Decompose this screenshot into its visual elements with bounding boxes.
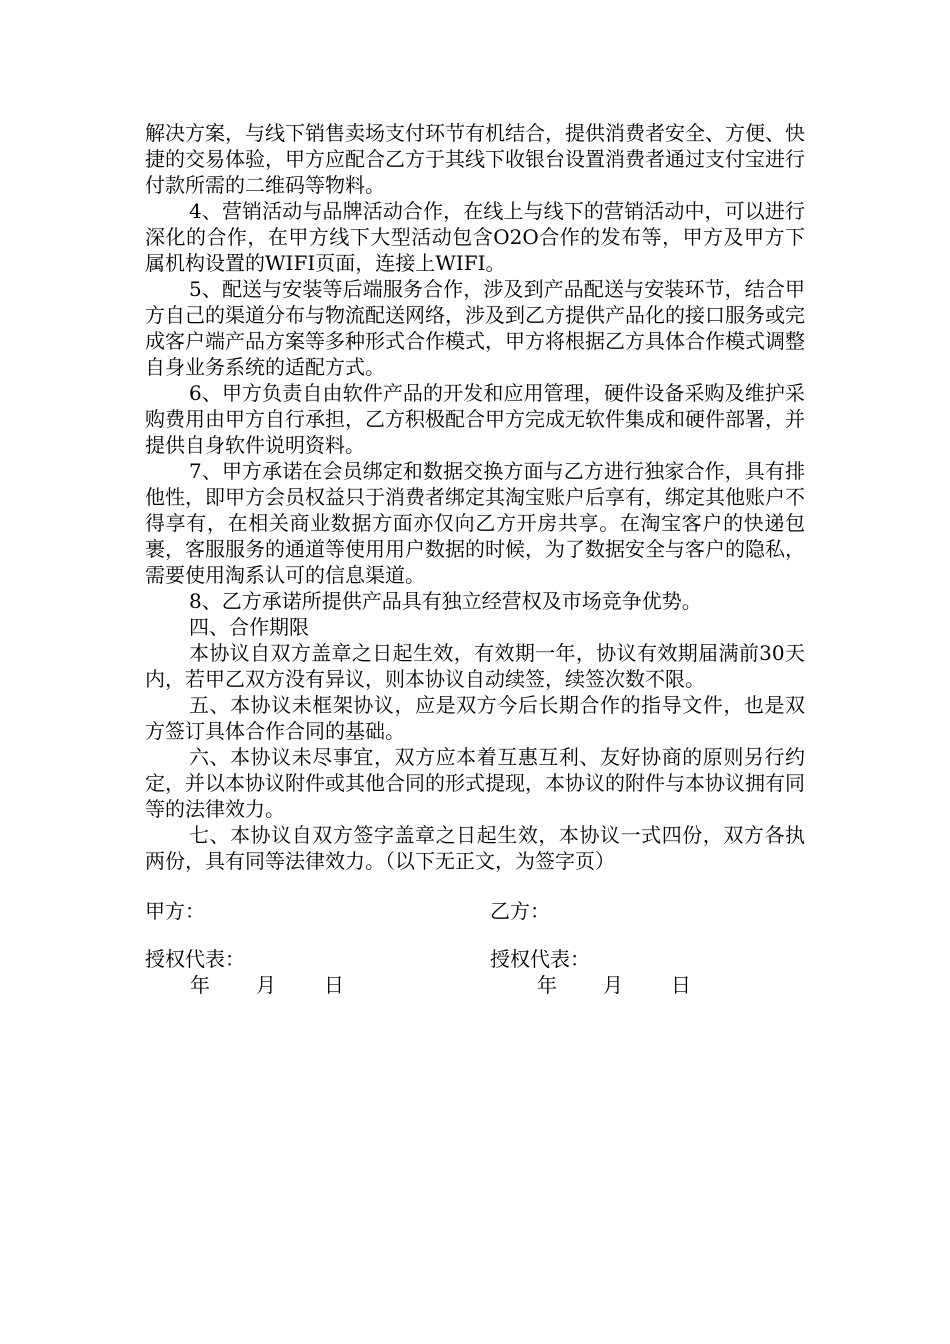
contract-body bbox=[145, 120, 805, 874]
day-a: 日 bbox=[324, 973, 344, 997]
year-b: 年 bbox=[537, 973, 557, 997]
article-6: 六、本协议未尽事宜，双方应本着互惠互利、友好协商的原则另行约定，并以本协议附件或其他合同的形式提现，本协议的附件与本协议拥有同等的法律效力。 bbox=[145, 745, 805, 821]
representative-block bbox=[145, 946, 845, 998]
date-row bbox=[145, 972, 845, 998]
clause-6: 6、甲方负责自由软件产品的开发和应用管理，硬件设备采购及维护采购费用由甲方自行承担，乙方积极配合甲方完成无软件集成和硬件部署，并提供自身软件说明资料。 bbox=[145, 381, 805, 457]
clause-4: 4、营销活动与品牌活动合作，在线上与线下的营销活动中，可以进行深化的合作，在甲方线下大型活动包含O2O合作的发布等，甲方及甲方下属机构设置的WIFI页面，连接上WIFI。 bbox=[145, 199, 805, 275]
rep-a-label: 授权代表： bbox=[145, 947, 245, 971]
representative-row bbox=[145, 946, 845, 972]
term-paragraph: 本协议自双方盖章之日起生效，有效期一年，协议有效期届满前30天内，若甲乙双方没有异议，则本协议自动续签，续签次数不限。 bbox=[145, 641, 805, 691]
paragraph: 解决方案，与线下销售卖场支付环节有机结合，提供消费者安全、方便、快捷的交易体验，甲方应配合乙方于其线下收银台设置消费者通过支付宝进行付款所需的二维码等物料。 bbox=[145, 121, 805, 197]
month-a: 月 bbox=[256, 973, 276, 997]
section-heading-term: 四、合作期限 bbox=[189, 615, 309, 639]
article-5: 五、本协议未框架协议，应是双方今后长期合作的指导文件，也是双方签订具体合作合同的基础。 bbox=[145, 693, 805, 743]
party-row bbox=[145, 898, 845, 924]
party-b-label: 乙方： bbox=[490, 899, 550, 923]
month-b: 月 bbox=[603, 973, 623, 997]
article-7: 七、本协议自双方签字盖章之日起生效，本协议一式四份，双方各执两份，具有同等法律效力。（以下无正文，为签字页） bbox=[145, 823, 805, 873]
rep-b-label: 授权代表： bbox=[490, 947, 590, 971]
day-b: 日 bbox=[671, 973, 691, 997]
clause-5: 5、配送与安装等后端服务合作，涉及到产品配送与安装环节，结合甲方自己的渠道分布与物流配送网络，涉及到乙方提供产品化的接口服务或完成客户端产品方案等多种形式合作模式，甲方将根据乙方具体合作模式调整自身业务系统的适配方式。 bbox=[145, 277, 805, 379]
clause-7: 7、甲方承诺在会员绑定和数据交换方面与乙方进行独家合作，具有排他性，即甲方会员权益只于消费者绑定其淘宝账户后享有，绑定其他账户不得享有，在相关商业数据方面亦仅向乙方开房共享。在淘宝客户的快递包裹，客服服务的通道等使用用户数据的时候，为了数据安全与客户的隐私，需要使用淘系认可的信息渠道。 bbox=[145, 459, 805, 587]
signature-block bbox=[145, 898, 845, 924]
clause-8: 8、乙方承诺所提供产品具有独立经营权及市场竞争优势。 bbox=[189, 589, 702, 613]
year-a: 年 bbox=[190, 973, 210, 997]
party-a-label: 甲方： bbox=[145, 899, 205, 923]
